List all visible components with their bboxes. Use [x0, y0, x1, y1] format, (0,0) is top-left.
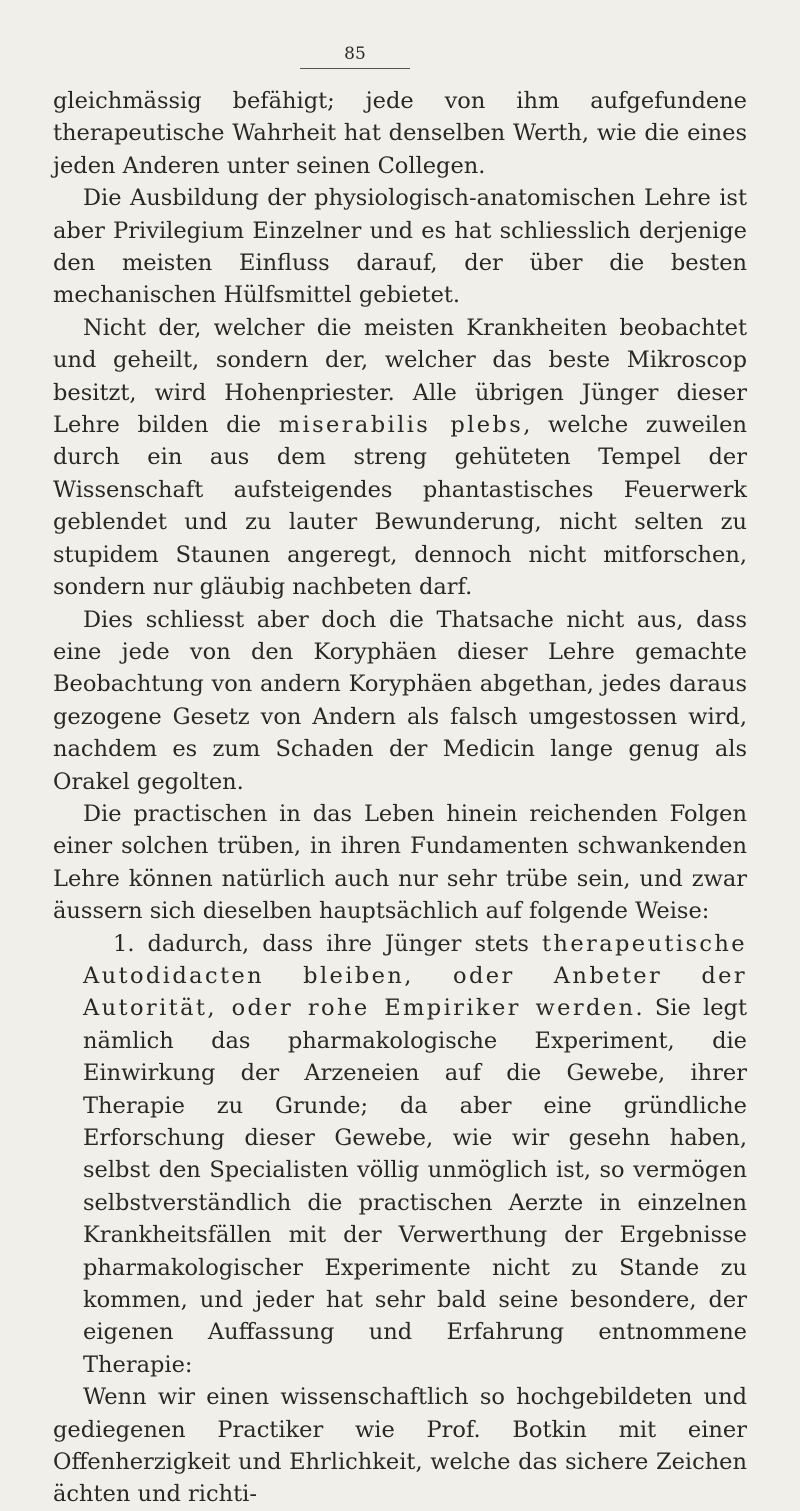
- body-text: [53, 85, 747, 1511]
- paragraph-6: Wenn wir einen wissenschaftlich so hochgebildeten und gediegenen Practiker wie Prof. Botkin mit einer Offenherzigkeit und Ehrlichkeit, welche das sichere Zeichen ächten und richti-: [53, 1384, 747, 1508]
- paragraph-3: [53, 312, 747, 604]
- list-item-1-number: 1.: [113, 930, 135, 957]
- paragraph-1: gleichmässig befähigt; jede von ihm aufgefundene therapeutische Wahrheit hat denselben Werth, wie die eines jeden Anderen unter seinen Collegen.: [53, 88, 747, 179]
- paragraph-2: Die Ausbildung der physiologisch-anatomischen Lehre ist aber Privilegium Einzelner und es hat schliesslich derjenige den meisten Einfluss darauf, der über die besten mechanischen Hülfsmittel gebietet.: [53, 185, 747, 309]
- page-number: 85: [300, 44, 410, 69]
- paragraph-3-text-a: Nicht der, welcher die meisten Krankheiten beobachtet und geheilt, sondern der, welcher das beste Mikroscop besitzt, wird Hohenpriester. Alle übrigen Jünger dieser Lehre bilden die: [53, 314, 747, 439]
- paragraph-4: Dies schliesst aber doch die Thatsache nicht aus, dass eine jede von den Koryphäen dieser Lehre gemachte Beobachtung von andern Koryphäen abgethan, jedes daraus gezogene Gesetz von Andern als falsch umgestossen wird, nachdem es zum Schaden der Medicin lange genug als Orakel gegolten.: [53, 606, 747, 795]
- paragraph-3-spaced-text: miserabilis plebs: [278, 412, 524, 439]
- paragraph-5: Die practischen in das Leben hinein reichenden Folgen einer solchen trüben, in ihren Fundamenten schwankenden Lehre können natürlich auch nur sehr trübe sein, und zwar äussern sich dieselben hauptsächlich auf folgende Weise:: [53, 800, 747, 925]
- paragraph-3-text-b: , welche zuweilen durch ein aus dem streng gehüteten Tempel der Wissenschaft aufsteigendes phantastisches Feuerwerk geblendet und zu lauter Bewunderung, nicht selten zu stupidem Staunen angeregt, dennoch nicht mitforschen, sondern nur gläubig nachbeten darf.: [53, 412, 747, 601]
- list-item-1-spaced-text: therapeutische Autodidacten bleiben, oder Anbeter der Autorität, oder rohe Empiriker werden: [83, 930, 748, 1022]
- list-item-1: [53, 928, 747, 1382]
- list-item-1-text-b: . Sie legt nämlich das pharmakologische Experiment, die Einwirkung der Arzeneien auf die Gewebe, ihrer Therapie zu Grunde; da aber eine gründliche Erforschung dieser Gewebe, wie wir gesehn haben, selbst den Specialisten völlig unmöglich ist, so vermögen selbstverständlich die practischen Aerzte in einzelnen Krankheitsfällen mit der Verwerthung der Ergebnisse pharmakologischer Experimente nicht zu Stande zu kommen, und jeder hat sehr bald seine besondere, der eigenen Auffassung und Erfahrung entnommene Therapie:: [83, 995, 747, 1378]
- list-item-1-text-a: dadurch, dass ihre Jünger stets: [147, 930, 542, 957]
